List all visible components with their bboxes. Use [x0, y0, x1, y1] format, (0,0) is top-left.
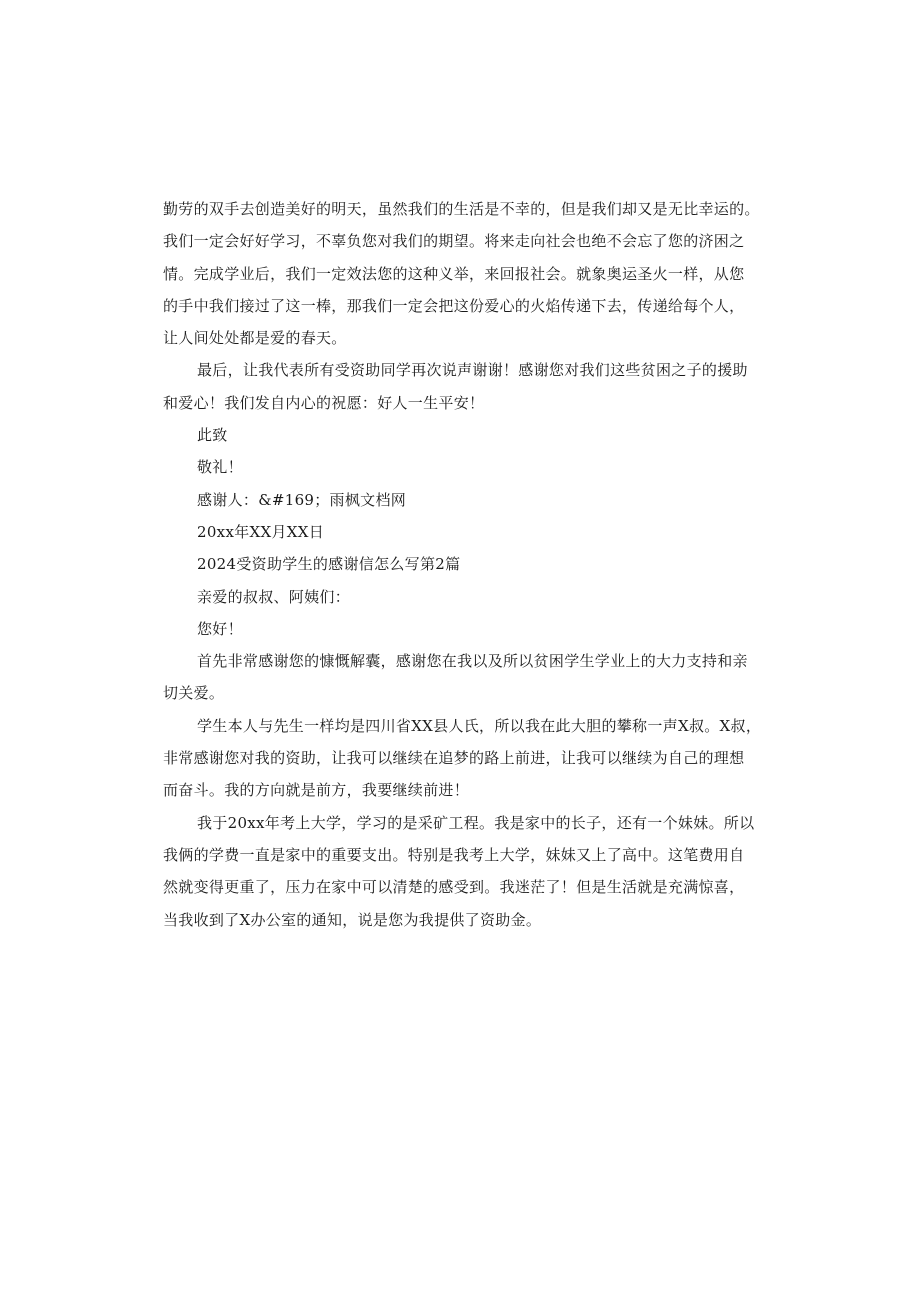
greeting-addressee	[163, 581, 763, 613]
text-line: 亲爱的叔叔、阿姨们：	[197, 587, 351, 606]
text-line: 我俩的学费一直是家中的重要支出。特别是我考上大学，妹妹又上了高中。这笔费用自	[163, 845, 745, 864]
paragraph-background	[163, 807, 763, 936]
date-line	[163, 516, 763, 548]
text-line: 而奋斗。我的方向就是前方，我要继续前进！	[163, 781, 470, 800]
salutation-jingli	[163, 451, 763, 483]
text-line: 切关爱。	[163, 684, 225, 703]
text-line: 敬礼！	[197, 458, 243, 477]
text-line: 学生本人与先生一样均是四川省XX县人氏，所以我在此大胆的攀称一声X叔。X叔，	[197, 716, 762, 735]
text-line: 情。完成学业后，我们一定效法您的这种义举，来回报社会。就象奥运圣火一样，从您	[163, 264, 745, 283]
text-line: 和爱心！我们发自内心的祝愿：好人一生平安！	[163, 393, 485, 412]
text-line: 我们一定会好好学习，不辜负您对我们的期望。将来走向社会也绝不会忘了您的济困之	[163, 232, 745, 251]
text-line: 让人间处处都是爱的春天。	[163, 329, 347, 348]
text-line: 我于20xx年考上大学，学习的是采矿工程。我是家中的长子，还有一个妹妹。所以	[197, 813, 755, 832]
section-title	[163, 548, 763, 580]
text-line: 然就变得更重了，压力在家中可以清楚的感受到。我迷茫了！但是生活就是充满惊喜，	[163, 878, 745, 897]
salutation-cizhi	[163, 419, 763, 451]
text-line: 感谢人：&#169；雨枫文档网	[197, 490, 407, 509]
text-line: 20xx年XX月XX日	[197, 522, 325, 541]
text-line: 的手中我们接过了这一棒，那我们一定会把这份爱心的火焰传递下去，传递给每个人，	[163, 296, 745, 315]
text-line: 当我收到了X办公室的通知，说是您为我提供了资助金。	[163, 910, 542, 929]
paragraph-closing-thanks	[163, 354, 763, 419]
text-line: 此致	[197, 426, 228, 445]
document-body	[163, 193, 763, 936]
text-line: 勤劳的双手去创造美好的明天，虽然我们的生活是不幸的，但是我们却又是无比幸运的。	[163, 200, 760, 218]
greeting-hello	[163, 613, 763, 645]
text-line: 您好！	[197, 619, 243, 638]
paragraph-thanks-support	[163, 645, 763, 710]
text-line: 最后，让我代表所有受资助同学再次说声谢谢！感谢您对我们这些贫困之子的援助	[197, 361, 748, 380]
text-line: 非常感谢您对我的资助，让我可以继续在追梦的路上前进，让我可以继续为自己的理想	[163, 749, 745, 768]
text-line: 首先非常感谢您的慷慨解囊，感谢您在我以及所以贫困学生学业上的大力支持和亲	[197, 652, 748, 671]
text-line: 2024受资助学生的感谢信怎么写第2篇	[197, 555, 461, 574]
paragraph-self-introduction	[163, 710, 763, 807]
paragraph-gratitude	[163, 193, 763, 354]
signature-line	[163, 484, 763, 516]
